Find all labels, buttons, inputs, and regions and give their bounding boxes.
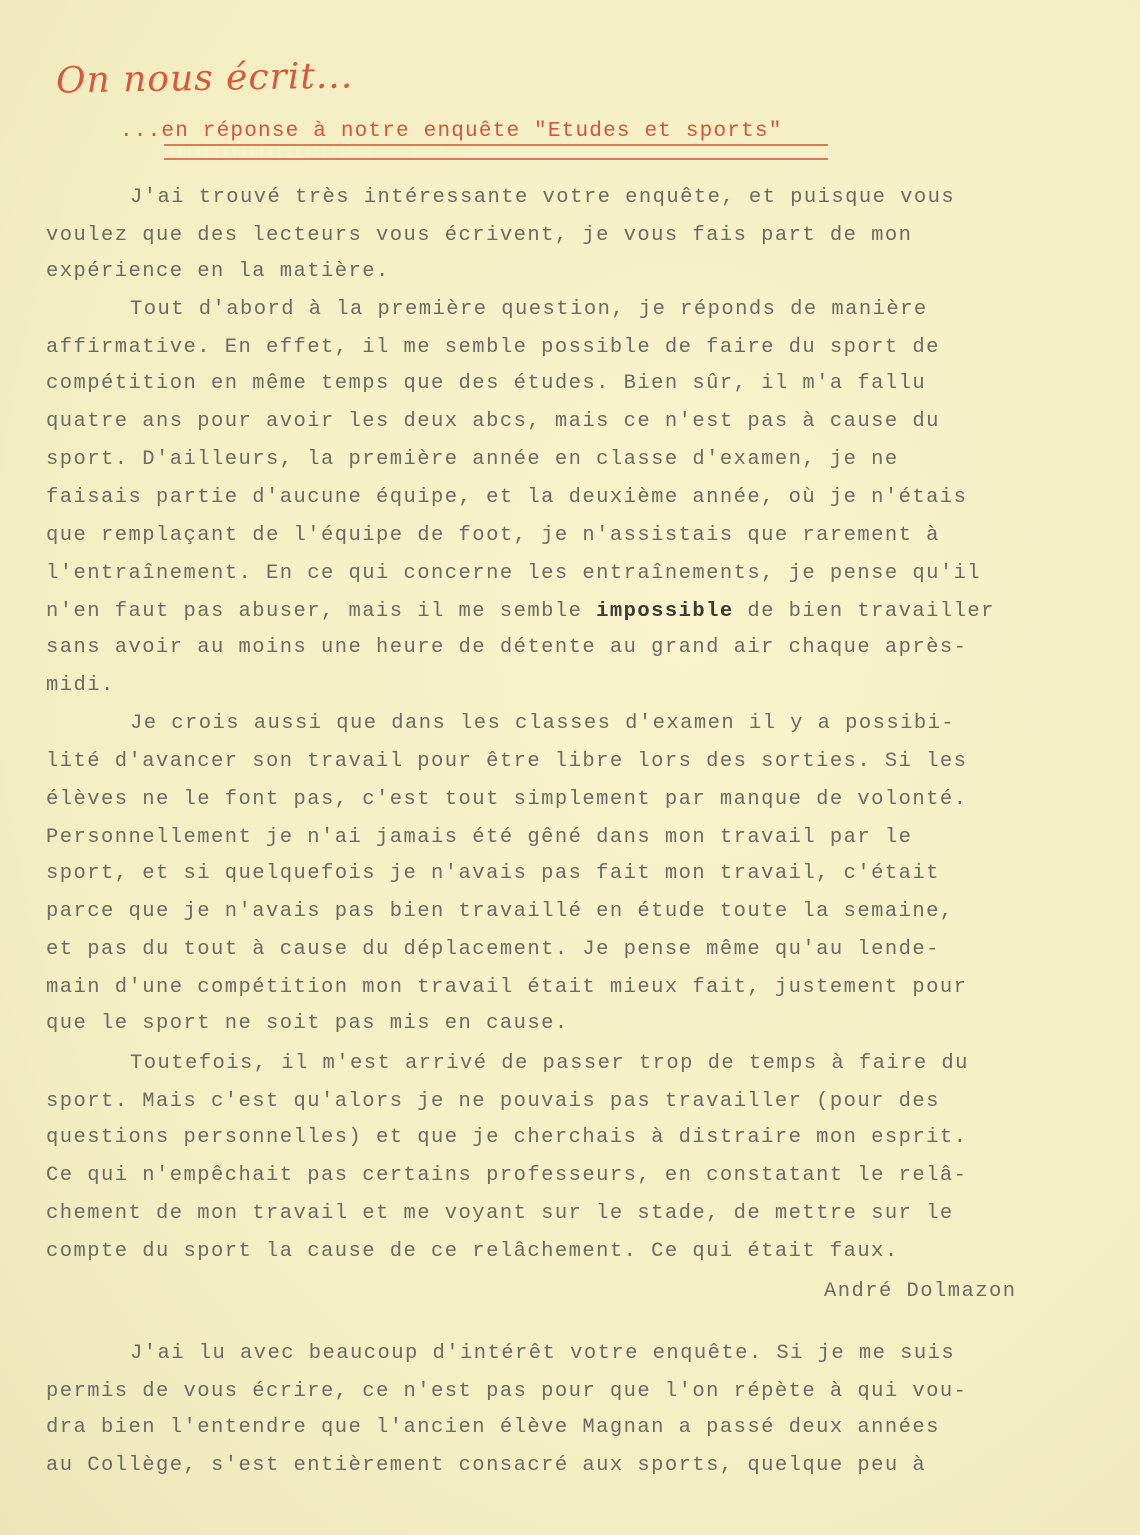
letter1-line: Ce qui n'empêchait pas certains professeurs, en constatant le relâ-	[46, 1164, 968, 1187]
handwritten-heading: On nous écrit...	[55, 55, 354, 102]
letter1-line: compétition en même temps que des études. Bien sûr, il m'a fallu	[46, 372, 927, 395]
letter1-line: que remplaçant de l'équipe de foot, je n'assistais que rarement à	[46, 524, 940, 547]
letter1-line: chement de mon travail et me voyant sur le stade, de mettre sur le	[46, 1202, 954, 1225]
letter1-line: Toutefois, il m'est arrivé de passer trop de temps à faire du	[130, 1052, 969, 1075]
letter1-line: faisais partie d'aucune équipe, et la deuxième année, où je n'étais	[46, 486, 968, 509]
letter1-line: J'ai trouvé très intéressante votre enquête, et puisque vous	[130, 186, 956, 209]
letter1-line: sport. D'ailleurs, la première année en classe d'examen, je ne	[46, 448, 899, 471]
signature: André Dolmazon	[824, 1280, 1017, 1303]
letter1-line: élèves ne le font pas, c'est tout simplement par manque de volonté.	[46, 788, 968, 811]
letter1-line: Personnellement je n'ai jamais été gêné dans mon travail par le	[46, 826, 913, 849]
letter1-line: sport. Mais c'est qu'alors je ne pouvais pas travailler (pour des	[46, 1090, 940, 1113]
letter1-line: et pas du tout à cause du déplacement. Je pense même qu'au lende-	[46, 938, 940, 961]
letter1-line: parce que je n'avais pas bien travaillé en étude toute la semaine,	[46, 900, 954, 923]
letter1-line: Tout d'abord à la première question, je réponds de manière	[130, 298, 928, 321]
letter1-line: Je crois aussi que dans les classes d'examen il y a possibi-	[130, 712, 956, 735]
letter1-line: main d'une compétition mon travail était mieux fait, justement pour	[46, 976, 968, 999]
letter1-line: questions personnelles) et que je cherchais à distraire mon esprit.	[46, 1126, 968, 1149]
letter1-line: expérience en la matière.	[46, 260, 390, 283]
letter2-line: au Collège, s'est entièrement consacré aux sports, quelque peu à	[46, 1454, 927, 1477]
letter1-line: compte du sport la cause de ce relâchement. Ce qui était faux.	[46, 1240, 899, 1263]
letter1-line: midi.	[46, 674, 115, 697]
subtitle-underline	[164, 144, 828, 160]
letter1-line: lité d'avancer son travail pour être libre lors des sorties. Si les	[46, 750, 968, 773]
letter1-line: que le sport ne soit pas mis en cause.	[46, 1012, 569, 1035]
letter1-line: voulez que des lecteurs vous écrivent, je vous fais part de mon	[46, 224, 913, 247]
subtitle: ...en réponse à notre enquête "Etudes et sports"	[120, 120, 783, 143]
letter1-line: quatre ans pour avoir les deux abcs, mais ce n'est pas à cause du	[46, 410, 940, 433]
letter2-line: J'ai lu avec beaucoup d'intérêt votre enquête. Si je me suis	[130, 1342, 956, 1365]
letter1-line: l'entraînement. En ce qui concerne les entraînements, je pense qu'il	[46, 562, 982, 585]
letter1-line: sans avoir au moins une heure de détente au grand air chaque après-	[46, 636, 968, 659]
letter2-line: permis de vous écrire, ce n'est pas pour que l'on répète à qui vou-	[46, 1380, 968, 1403]
emphasized-word: impossible	[596, 600, 734, 623]
letter1-line: sport, et si quelquefois je n'avais pas fait mon travail, c'était	[46, 862, 940, 885]
letter1-line: n'en faut pas abuser, mais il me semble impossible de bien travailler	[46, 600, 995, 623]
letter2-line: dra bien l'entendre que l'ancien élève Magnan a passé deux années	[46, 1416, 940, 1439]
letter1-line: affirmative. En effet, il me semble possible de faire du sport de	[46, 336, 940, 359]
